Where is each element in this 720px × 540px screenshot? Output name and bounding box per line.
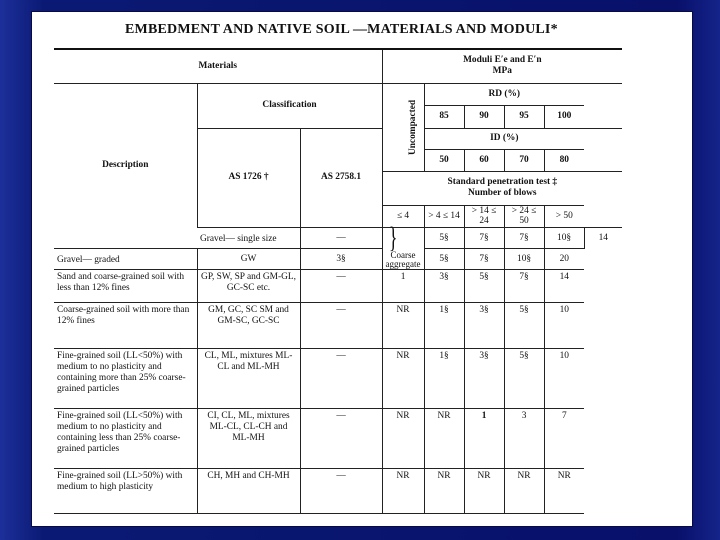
row-value: 3§	[424, 270, 464, 303]
row-as1726: CH, MH and CH-MH	[197, 469, 300, 514]
row-as1726: CI, CL, ML, mixtures ML-CL, CL-CH and ML-MH	[197, 409, 300, 469]
row-value: 10	[544, 303, 584, 349]
row-as2758: —	[300, 409, 382, 469]
row-value: 20	[544, 249, 584, 270]
uncompacted-label: Uncompacted	[407, 99, 418, 155]
row-description: Coarse-grained soil with more than 12% fines	[54, 303, 197, 349]
table-row	[54, 270, 622, 303]
row-value: 1	[382, 270, 424, 303]
row-value: NR	[382, 349, 424, 409]
row-value: 7	[544, 409, 584, 469]
id-value: 50	[424, 149, 464, 171]
row-description: Gravel— graded	[54, 249, 197, 270]
row-value: 14	[544, 270, 584, 303]
row-value: 5§	[424, 228, 464, 249]
row-description: Fine-grained soil (LL<50%) with medium to no plasticity and containing more than 25% coarse-grained particles	[54, 349, 197, 409]
row-value: 3§	[300, 249, 382, 270]
row-value: 7§	[504, 228, 544, 249]
row-value: NR	[544, 469, 584, 514]
table-row	[54, 469, 622, 514]
spt-header-line1: Standard penetration test ‡	[447, 177, 558, 188]
blow-range: > 4 ≤ 14	[424, 205, 464, 228]
brace-glyph: }	[388, 221, 398, 255]
moduli-header	[382, 49, 622, 83]
moduli-table	[54, 48, 622, 514]
page-title: EMBEDMENT AND NATIVE SOIL —MATERIALS AND MODULI*	[125, 22, 558, 37]
id-value: 60	[464, 149, 504, 171]
row-value: 1§	[424, 303, 464, 349]
row-description: Sand and coarse-grained soil with less than 12% fines	[54, 270, 197, 303]
moduli-header-line1: Moduli E′e and E′n	[463, 55, 542, 66]
blow-range: > 14 ≤ 24	[464, 205, 504, 228]
row-value: 1	[464, 409, 504, 469]
row-as2758: —	[300, 349, 382, 409]
row-value: NR	[382, 303, 424, 349]
row-value: 3	[504, 409, 544, 469]
id-header: ID (%)	[424, 128, 584, 149]
row-value: NR	[424, 409, 464, 469]
row-value: 10§	[504, 249, 544, 270]
row-as2758: —	[300, 469, 382, 514]
blow-range: > 24 ≤ 50	[504, 205, 544, 228]
rd-value: 95	[504, 105, 544, 128]
classification-header: Classification	[197, 83, 382, 128]
rd-value: 85	[424, 105, 464, 128]
row-as1726: GM, GC, SC SM and GM-SC, GC-SC	[197, 303, 300, 349]
spt-header-line2: Number of blows	[468, 188, 537, 198]
row-description: Fine-grained soil (LL>50%) with medium to high plasticity	[54, 469, 197, 514]
row-value: NR	[382, 469, 424, 514]
rd-value: 90	[464, 105, 504, 128]
row-value: NR	[382, 409, 424, 469]
row-value: 5§	[464, 270, 504, 303]
id-value: 80	[544, 149, 584, 171]
blow-range: > 50	[544, 205, 584, 228]
row-as1726: —	[300, 228, 382, 249]
row-value: 5§	[504, 303, 544, 349]
blow-range: ≤ 4	[382, 205, 424, 228]
row-value: 7§	[464, 228, 504, 249]
row-value: NR	[424, 469, 464, 514]
row-value: 1§	[424, 349, 464, 409]
as2758-header: AS 2758.1	[300, 128, 382, 228]
row-value: 5§	[424, 249, 464, 270]
row-as1726: GW	[197, 249, 300, 270]
uncompacted-header	[382, 83, 424, 171]
id-value: 70	[504, 149, 544, 171]
row-as1726: GP, SW, SP and GM-GL, GC-SC etc.	[197, 270, 300, 303]
row-value: 10§	[544, 228, 584, 249]
row-value: 3§	[464, 349, 504, 409]
rd-value: 100	[544, 105, 584, 128]
row-value: NR	[504, 469, 544, 514]
row-description: Fine-grained soil (LL<50%) with medium to no plasticity and containing less than 25% coarse-grained particles	[54, 409, 197, 469]
table-row	[54, 409, 622, 469]
coarse-aggregate-cell	[382, 221, 424, 270]
table-row	[54, 303, 622, 349]
row-value: NR	[464, 469, 504, 514]
row-value: 5§	[504, 349, 544, 409]
row-value: 7§	[504, 270, 544, 303]
as1726-header: AS 1726 †	[197, 128, 300, 228]
rd-header: RD (%)	[424, 83, 584, 105]
row-as1726: CL, ML, mixtures ML-CL and ML-MH	[197, 349, 300, 409]
coarse-aggregate-label: Coarse aggregate	[385, 250, 421, 270]
row-value: 14	[584, 228, 622, 249]
row-value: 10	[544, 349, 584, 409]
row-as2758: —	[300, 303, 382, 349]
spt-header	[382, 171, 622, 205]
row-value: 7§	[464, 249, 504, 270]
moduli-header-line2: MPa	[492, 66, 512, 77]
table-row	[54, 349, 622, 409]
row-value: 3§	[464, 303, 504, 349]
slide	[32, 12, 692, 526]
row-as2758: —	[300, 270, 382, 303]
materials-header: Materials	[54, 49, 382, 83]
row-description: Gravel— single size	[197, 228, 300, 249]
description-header: Description	[54, 83, 197, 249]
table-row	[54, 249, 622, 270]
